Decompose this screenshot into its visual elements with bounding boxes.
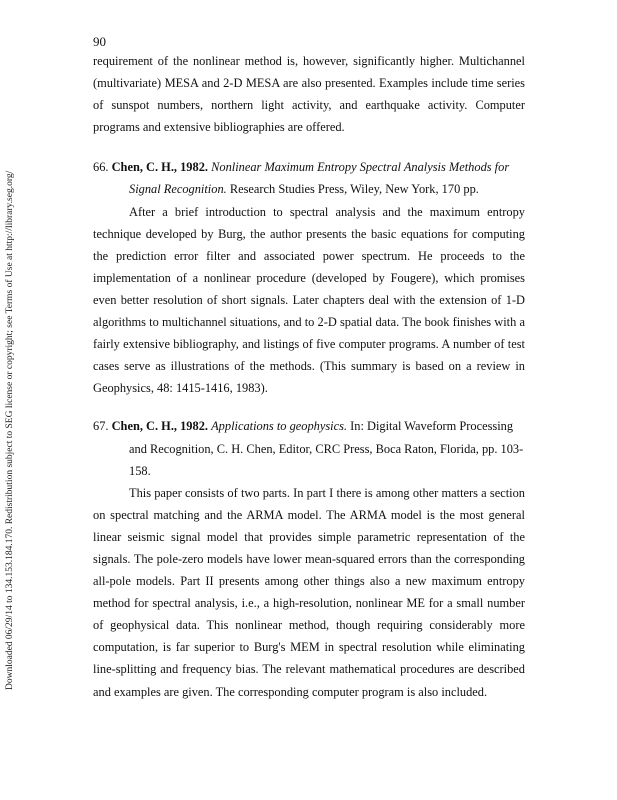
entry-number: 66. — [93, 160, 109, 175]
entry-author: Chen, C. H., 1982. — [111, 419, 208, 434]
bibliography-entry-66 — [93, 156, 525, 399]
entry-author: Chen, C. H., 1982. — [111, 160, 208, 175]
entry-publication: In: Digital Waveform Processing and Recognition, C. H. Chen, Editor, CRC Press, Boca Raton, Florida, pp. 103-158. — [129, 419, 524, 478]
entry-title: Applications to geophysics. — [211, 419, 348, 434]
page-content — [93, 50, 525, 719]
citation — [93, 156, 525, 200]
entry-number: 67. — [93, 419, 109, 434]
citation — [93, 415, 525, 481]
bibliography-entry-67 — [93, 415, 525, 702]
intro-paragraph: requirement of the nonlinear method is, however, significantly higher. Multichannel (multivariate) MESA and 2-D MESA are also presented. Examples include time series of sunspot numbers, northern light activity, and earthquake activity. Computer programs and extensive bibliographies are offered. — [93, 54, 525, 135]
download-notice: Downloaded 06/29/14 to 134.153.184.170. Redistribution subject to SEG license or copyright; see Terms of Use at http://library.seg.org/ — [5, 170, 15, 690]
entry-summary: This paper consists of two parts. In part I there is among other matters a section on spectral matching and the ARMA model. The ARMA model is the most general linear seismic signal model that provides simple parametric representation of the signals. The pole-zero models have lower mean-squared errors than the corresponding all-pole models. Part II presents among other things also a new maximum entropy method for spectral analysis, i.e., a high-resolution, nonlinear ME for a small number of geophysical data. This nonlinear method, though requiring considerably more computation, is far superior to Burg's MEM in spectral resolution while eliminating line-splitting and frequency bias. The relevant mathematical procedures are described and examples are given. The corresponding computer program is also included. — [93, 485, 525, 699]
entry-summary: After a brief introduction to spectral analysis and the maximum entropy technique developed by Burg, the author presents the basic equations for computing the prediction error filter and associated power spectrum. He proceeds to the implementation of a nonlinear procedure (developed by Fougere), which promises even better resolution of short signals. Later chapters deal with the extension of 1-D algorithms to multichannel situations, and to 2-D spatial data. The book finishes with a fairly extensive bibliography, and listings of five computer programs. A number of test cases serve as illustrations of the methods. (This summary is based on a review in Geophysics, 48: 1415-1416, 1983). — [93, 204, 525, 396]
entry-title: Nonlinear Maximum Entropy Spectral Analysis Methods for Signal Recognition. — [129, 160, 510, 197]
page-number: 90 — [93, 34, 106, 49]
entry-publication: Research Studies Press, Wiley, New York, 170 pp. — [229, 182, 479, 197]
